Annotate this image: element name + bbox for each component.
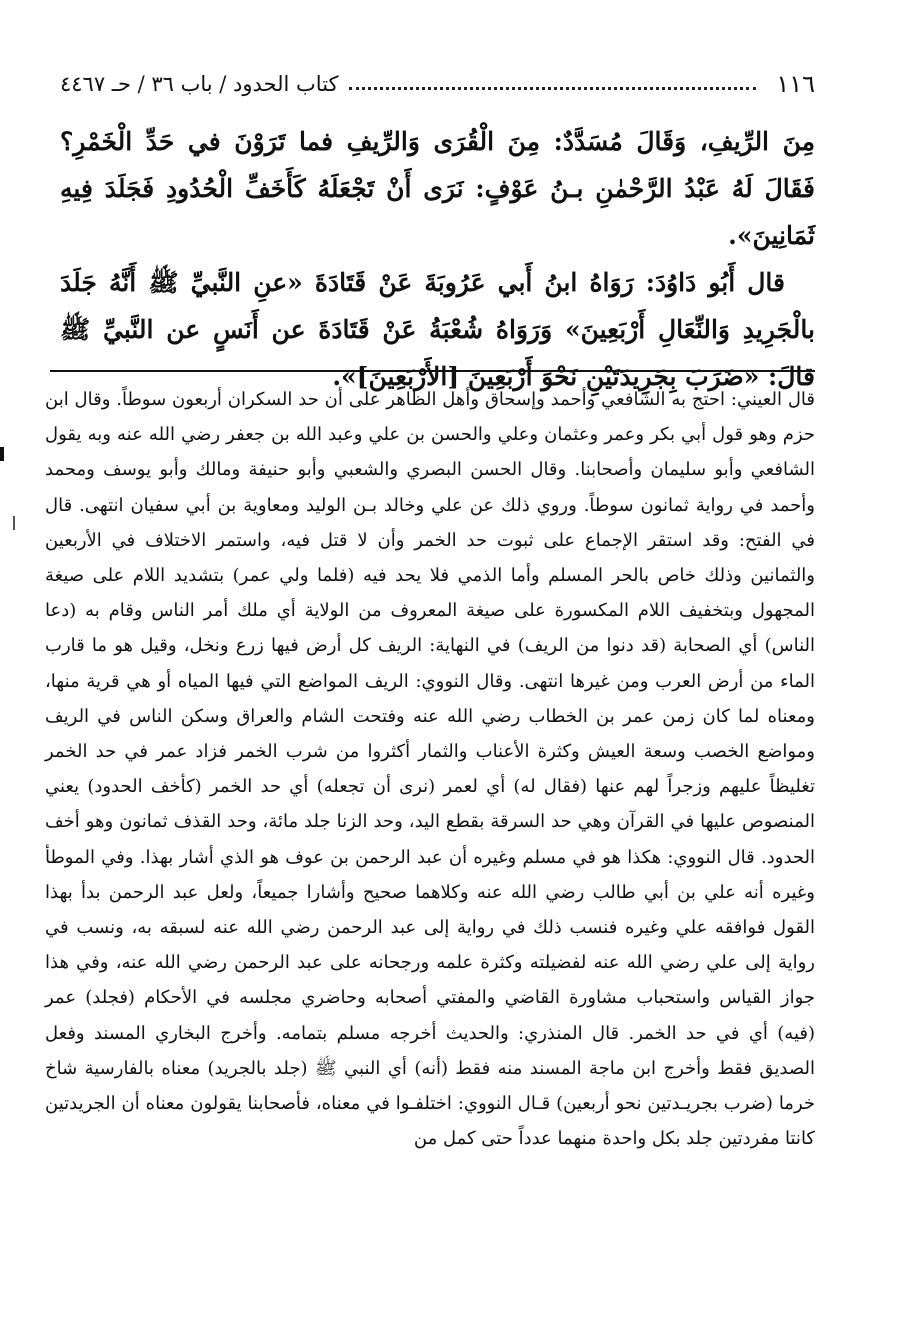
hadith-paragraph-1: مِنَ الرِّيفِ، وَقَالَ مُسَدَّدٌ: مِنَ الْقُرَى وَالرِّيفِ فما تَرَوْنَ في حَدِّ الْخَمْرِ؟ فَقَالَ لَهُ عَبْدُ الرَّحْمٰنِ بـنُ عَوْفٍ: نَرَى أَنْ تَجْعَلَهُ كَأَخَفِّ الْحُدُودِ فَجَلَدَ فِيهِ ثَمَانِينَ». xyxy=(60,127,815,250)
hadith-paragraph-2: قال أَبُو دَاوُدَ: رَوَاهُ ابنُ أَبي عَرُوبَةَ عَنْ قَتَادَةَ «عنِ النَّبيِّ ﷺ أَنَّهُ جَلَدَ بالْجَرِيدِ وَالنِّعَالِ أَرْبَعِينَ» وَرَوَاهُ شُعْبَةُ عَنْ قَتَادَةَ عن أَنَسٍ عن النَّبيِّ ﷺ قالَ: «ضَرَبَ بِجَرِيدَتَيْنِ نَحْوَ أَرْبَعِينَ [الأَرْبَعِينَ]». xyxy=(60,268,815,391)
footnote-separator xyxy=(50,370,815,372)
margin-mark-small xyxy=(13,516,15,530)
commentary-paragraph: قال العيني: احتج به الشافعي وأحمد وإسحاق وأهل الظاهر على أن حد السكران أربعون سوطاً. وقال ابن حزم وهو قول أبي بكر وعمر وعثمان وعلي والحسن بن علي وعبد الله بن جعفر رضي الله عنه وبه يقول الشافعي وأبو سليمان وأصحابنا. وقال الحسن البصري والشعبي وأبو حنيفة ومالك وأبو يوسف ومحمد وأحمد في رواية ثمانون سوطاً. وروي ذلك عن علي وخالد بـن الوليد ومعاوية بن أبي سفيان انتهى. قال في الفتح: وقد استقر الإجماع على ثبوت حد الخمر وأن لا قتل فيه، واستمر الاختلاف في الأربعين والثمانين وذلك خاص بالحر المسلم وأما الذمي فلا يحد فيه (فلما ولي عمر) بتشديد اللام على صيغة المجهول وبتخفيف اللام المكسورة على صيغة المعروف من الولاية أي ملك أمر الناس وقام به (دعا الناس) أي الصحابة (قد دنوا من الريف) في النهاية: الريف كل أرض فيها زرع ونخل، وقيل هو ما قارب الماء من أرض العرب ومن غيرها انتهى. وقال النووي: الريف المواضع التي فيها المياه أو هي قرية منها، ومعناه لما كان زمن عمر بن الخطاب رضي الله عنه وفتحت الشام والعراق وسكن الناس في الريف ومواضع الخصب وسعة العيش وكثرة الأعناب والثمار أكثروا من شرب الخمر فزاد عمر في حد الخمر تغليظاً عليهم وزجراً لهم عنها (فقال له) أي لعمر (نرى أن تجعله) أي حد الخمر (كأخف الحدود) يعني المنصوص عليها في القرآن وهي حد السرقة بقطع اليد، وحد الزنا جلد مائة، وحد القذف ثمانون وهو أخف الحدود. قال النووي: هكذا هو في مسلم وغيره أن عبد الرحمن بن عوف هو الذي أشار بهذا. وفي الموطأ وغيره أنه علي بن أبي طالب رضي الله عنه وكلاهما صحيح وأشارا جميعاً، ولعل عبد الرحمن بدأ بهذا القول فوافقه علي وغيره فنسب ذلك في رواية إلى عبد الرحمن رضي الله عنه لسبقه به، ونسب في رواية إلى علي رضي الله عنه لفضيلته وكثرة علمه ورجحانه على عبد الرحمن رضي الله عنه، وفي هذا جواز القياس واستحباب مشاورة القاضي والمفتي أصحابه وحاضري مجلسه في الأحكام (فجلد) عمر (فيه) أي في حد الخمر. قال المنذري: والحديث أخرجه مسلم بتمامه. وأخرج البخاري المسند وفعل الصديق فقط وأخرج ابن ماجة المسند منه فقط (أنه) أي النبي ﷺ (جلد بالجريد) معناه بالفارسية شاخ خرما (ضرب بجريـدتين نحو أربعين) قـال النووي: اختلفـوا في معناه، فأصحابنا يقولون معناه أن الجريدتين كانتا مفردتين جلد بكل واحدة منهما عدداً حتى كمل من xyxy=(45,389,815,1150)
margin-mark xyxy=(0,447,4,461)
running-title: كتاب الحدود / باب ٣٦ / حـ ٤٤٦٧ xyxy=(60,72,339,96)
hadith-text xyxy=(60,118,815,400)
page-number: ١١٦ xyxy=(776,70,815,98)
page-header xyxy=(60,66,815,102)
commentary-text xyxy=(45,382,815,1156)
header-dotted-leader xyxy=(349,87,757,90)
